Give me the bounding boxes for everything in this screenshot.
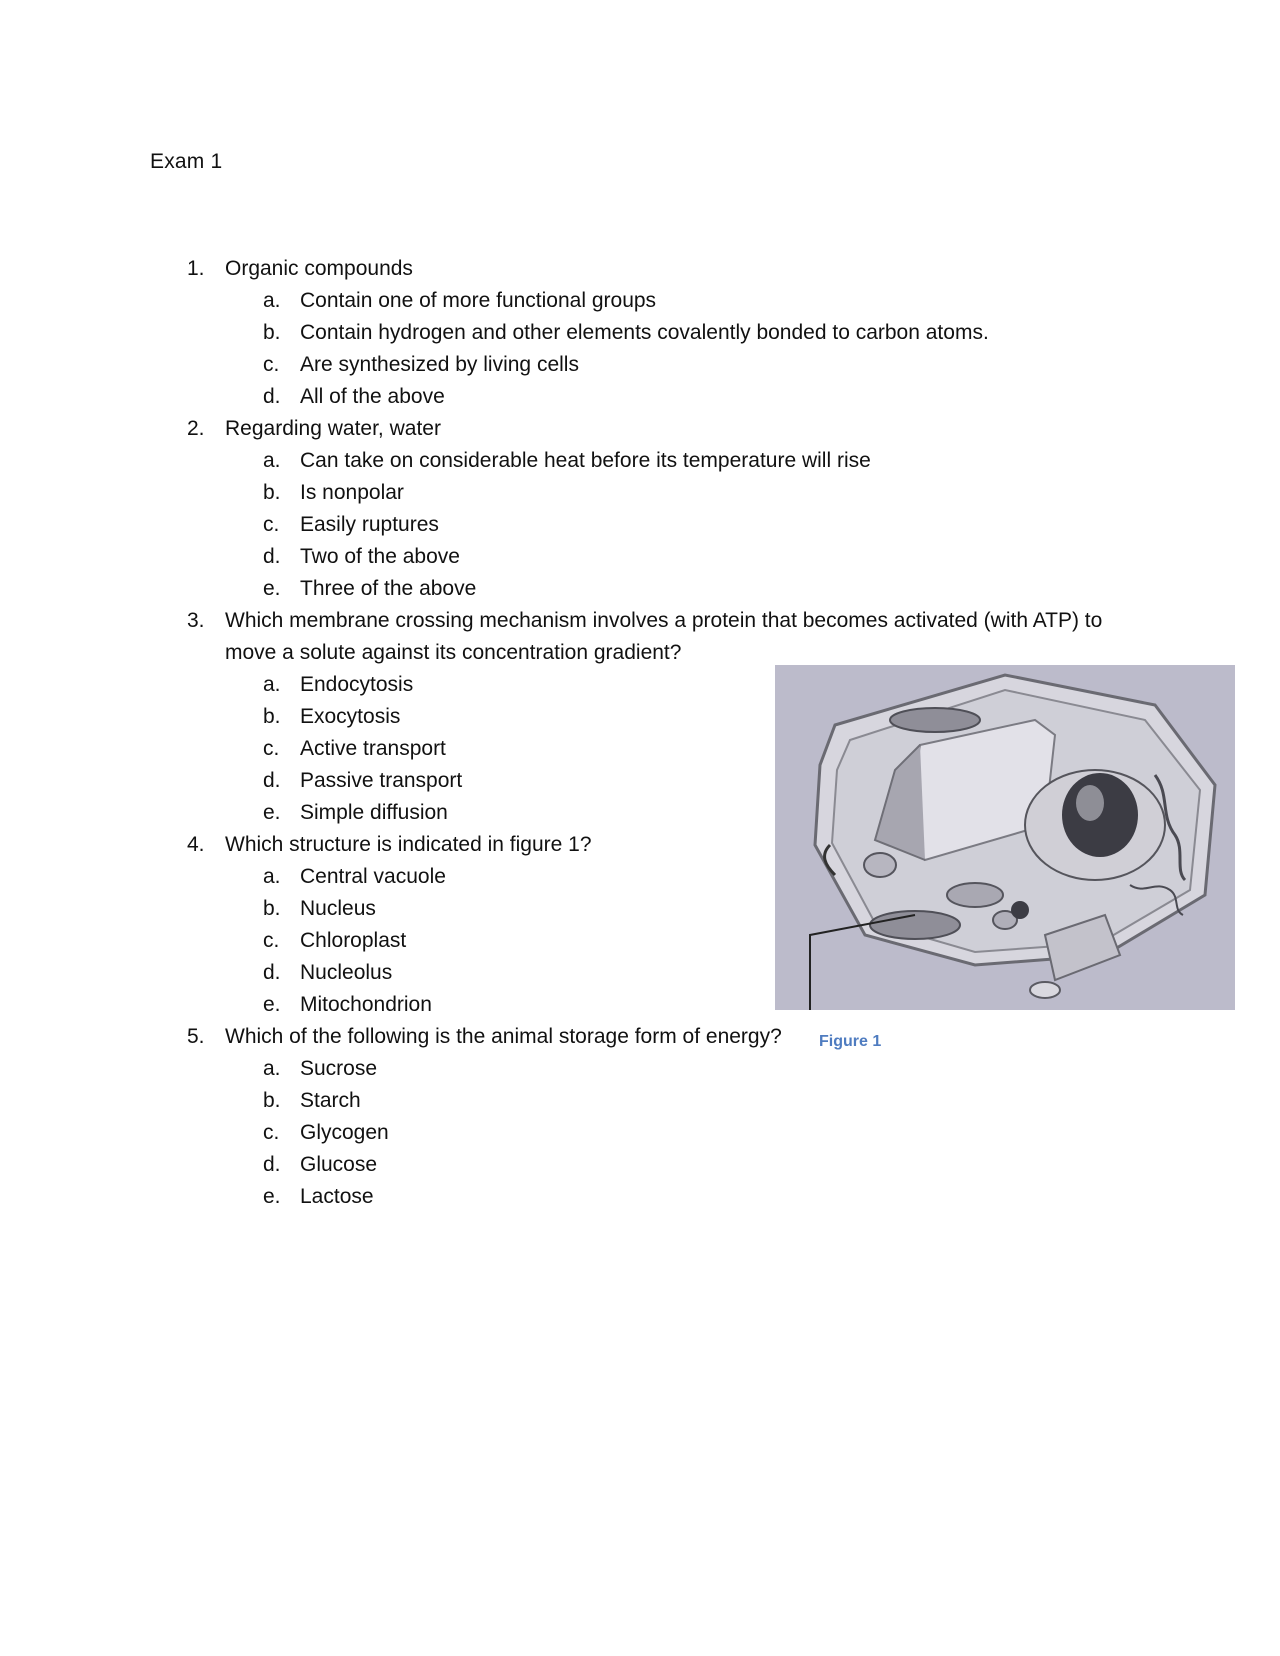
plasmodesmata bbox=[1030, 982, 1060, 998]
option-text: Contain one of more functional groups bbox=[300, 289, 657, 312]
question-text: Which structure is indicated in figure 1? bbox=[225, 833, 592, 856]
option-letter: e. bbox=[263, 801, 281, 824]
option-text: Passive transport bbox=[300, 769, 463, 792]
option-letter: a. bbox=[263, 1057, 281, 1080]
option-text: Endocytosis bbox=[300, 673, 414, 696]
question-text: Which of the following is the animal storage form of energy? bbox=[225, 1025, 782, 1048]
option-2a bbox=[0, 445, 1280, 477]
question-1 bbox=[0, 253, 1280, 285]
question-text-continued: move a solute against its concentration gradient? bbox=[225, 641, 682, 664]
chloroplast-top bbox=[890, 708, 980, 732]
option-5c bbox=[0, 1117, 1280, 1149]
option-5a bbox=[0, 1053, 1280, 1085]
question-5 bbox=[0, 1021, 1280, 1053]
option-letter: a. bbox=[263, 865, 281, 888]
option-text: Simple diffusion bbox=[300, 801, 448, 824]
option-text: Can take on considerable heat before its temperature will rise bbox=[300, 449, 871, 472]
option-1c bbox=[0, 349, 1280, 381]
question-number: 4. bbox=[187, 833, 205, 856]
question-number: 5. bbox=[187, 1025, 205, 1048]
dark-organelle bbox=[1011, 901, 1029, 919]
option-letter: a. bbox=[263, 289, 281, 312]
option-letter: d. bbox=[263, 1153, 281, 1176]
option-text: Active transport bbox=[300, 737, 446, 760]
option-1a bbox=[0, 285, 1280, 317]
option-1b bbox=[0, 317, 1280, 349]
option-text: Contain hydrogen and other elements covalently bonded to carbon atoms. bbox=[300, 321, 989, 344]
option-text: Three of the above bbox=[300, 577, 477, 600]
option-text: Easily ruptures bbox=[300, 513, 439, 536]
option-letter: c. bbox=[263, 1121, 280, 1144]
option-text: Central vacuole bbox=[300, 865, 446, 888]
option-letter: d. bbox=[263, 769, 281, 792]
option-2b bbox=[0, 477, 1280, 509]
option-text: Exocytosis bbox=[300, 705, 401, 728]
option-letter: d. bbox=[263, 961, 281, 984]
option-1d bbox=[0, 381, 1280, 413]
option-5b bbox=[0, 1085, 1280, 1117]
option-letter: d. bbox=[263, 545, 281, 568]
mitochondrion bbox=[947, 883, 1003, 907]
option-text: Mitochondrion bbox=[300, 993, 432, 1016]
option-5e bbox=[0, 1181, 1280, 1213]
option-2d bbox=[0, 541, 1280, 573]
option-text: Nucleus bbox=[300, 897, 376, 920]
option-letter: e. bbox=[263, 993, 281, 1016]
option-letter: a. bbox=[263, 673, 281, 696]
option-letter: c. bbox=[263, 353, 280, 376]
option-2e bbox=[0, 573, 1280, 605]
option-letter: b. bbox=[263, 321, 281, 344]
question-number: 2. bbox=[187, 417, 205, 440]
question-text: Regarding water, water bbox=[225, 417, 441, 440]
option-text: Lactose bbox=[300, 1185, 374, 1208]
option-text: Are synthesized by living cells bbox=[300, 353, 579, 376]
option-2c bbox=[0, 509, 1280, 541]
option-letter: b. bbox=[263, 705, 281, 728]
cell-diagram-figure bbox=[775, 665, 1235, 1010]
option-text: Glucose bbox=[300, 1153, 378, 1176]
option-text: Glycogen bbox=[300, 1121, 389, 1144]
question-3 bbox=[0, 605, 1280, 637]
option-letter: b. bbox=[263, 897, 281, 920]
option-text: Sucrose bbox=[300, 1057, 378, 1080]
cell-illustration bbox=[775, 665, 1235, 1010]
option-letter: e. bbox=[263, 577, 281, 600]
option-letter: c. bbox=[263, 737, 280, 760]
option-letter: c. bbox=[263, 513, 280, 536]
question-text: Organic compounds bbox=[225, 257, 413, 280]
option-text: Starch bbox=[300, 1089, 361, 1112]
option-letter: b. bbox=[263, 481, 281, 504]
option-text: Nucleolus bbox=[300, 961, 393, 984]
figure-caption: Figure 1 bbox=[819, 1033, 882, 1050]
option-text: Two of the above bbox=[300, 545, 460, 568]
question-number: 3. bbox=[187, 609, 205, 632]
question-2 bbox=[0, 413, 1280, 445]
option-text: All of the above bbox=[300, 385, 445, 408]
option-letter: b. bbox=[263, 1089, 281, 1112]
option-letter: e. bbox=[263, 1185, 281, 1208]
option-text: Chloroplast bbox=[300, 929, 407, 952]
option-letter: a. bbox=[263, 449, 281, 472]
option-5d bbox=[0, 1149, 1280, 1181]
option-letter: d. bbox=[263, 385, 281, 408]
exam-title: Exam 1 bbox=[150, 150, 223, 173]
nucleolus-highlight bbox=[1076, 785, 1104, 821]
question-number: 1. bbox=[187, 257, 205, 280]
question-text: Which membrane crossing mechanism involves a protein that becomes activated (with ATP) to bbox=[225, 609, 1103, 632]
option-letter: c. bbox=[263, 929, 280, 952]
option-text: Is nonpolar bbox=[300, 481, 404, 504]
organelle bbox=[864, 853, 896, 877]
